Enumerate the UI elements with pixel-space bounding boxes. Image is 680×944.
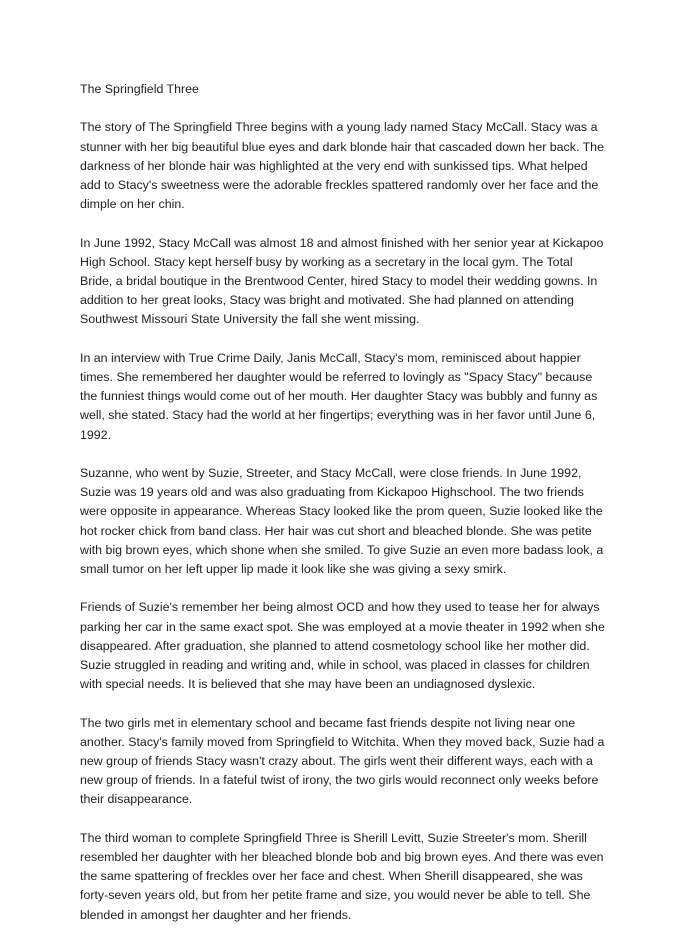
paragraph-girls-met: The two girls met in elementary school and became fast friends despite not living near one another. Stacy's family moved from Springfield to Witchita. When they moved back, Suzie had a new group of friends Stacy wasn't crazy about. The girls went their different ways, each with a new group of friends. In a fateful twist of irony, the two girls would reconnect only weeks before their disappearance. xyxy=(80,715,605,807)
paragraph-suzie-intro: Suzanne, who went by Suzie, Streeter, and Stacy McCall, were close friends. In June 1992, Suzie was 19 years old and was also graduating from Kickapoo Highschool. The two friends were opposite in appearance. Whereas Stacy looked like the prom queen, Suzie looked like the hot rocker chick from band class. Her hair was cut short and bleached blonde. She was petite with big brown eyes, which shone when she smiled. To give Suzie an even more badass look, a small tumor on her left upper lip made it look like she was giving a sexy smirk. xyxy=(80,466,604,577)
paragraph-sherill: The third woman to complete Springfield Three is Sherill Levitt, Suzie Streeter's mom. Sherill resembled her daughter with her bleached blonde bob and big brown eyes. And there was even the same spattering of freckles over her face and chest. When Sherill disappeared, she was forty-seven years old, but from her petite frame and size, you would never be able to tell. She blended in amongst her daughter and her friends. xyxy=(80,830,604,922)
paragraph-suzie-friends: Friends of Suzie's remember her being almost OCD and how they used to tease her for always parking her car in the same exact spot. She was employed at a movie theater in 1992 when she disappeared. After graduation, she planned to attend cosmetology school like her mother did. Suzie struggled in reading and writing and, while in school, was placed in classes for children with special needs. It is believed that she may have been an undiagnosed dyslexic. xyxy=(80,600,605,692)
document-body xyxy=(80,80,605,944)
paragraph-janis-interview: In an interview with True Crime Daily, Janis McCall, Stacy's mom, reminisced about happier times. She remembered her daughter would be referred to lovingly as "Spacy Stacy" because the funniest things would come out of her mouth. Her daughter Stacy was bubbly and funny as well, she stated. Stacy had the world at her fingertips; everything was in her favor until June 6, 1992. xyxy=(80,350,598,442)
paragraph-stacy-1992: In June 1992, Stacy McCall was almost 18 and almost finished with her senior year at Kickapoo High School. Stacy kept herself busy by working as a secretary in the local gym. The Total Bride, a bridal boutique in the Brentwood Center, hired Stacy to model their wedding gowns. In addition to her great looks, Stacy was bright and motivated. She had planned on attending Southwest Missouri State University the fall she went missing. xyxy=(80,235,604,327)
document-title: The Springfield Three xyxy=(80,82,199,96)
paragraph-stacy-intro: The story of The Springfield Three begins with a young lady named Stacy McCall. Stacy was a stunner with her big beautiful blue eyes and dark blonde hair that cascaded down her back. The darkness of her blonde hair was highlighted at the very end with sunkissed tips. What helped add to Stacy's sweetness were the adorable freckles spattered randomly over her face and the dimple on her chin. xyxy=(80,120,604,212)
